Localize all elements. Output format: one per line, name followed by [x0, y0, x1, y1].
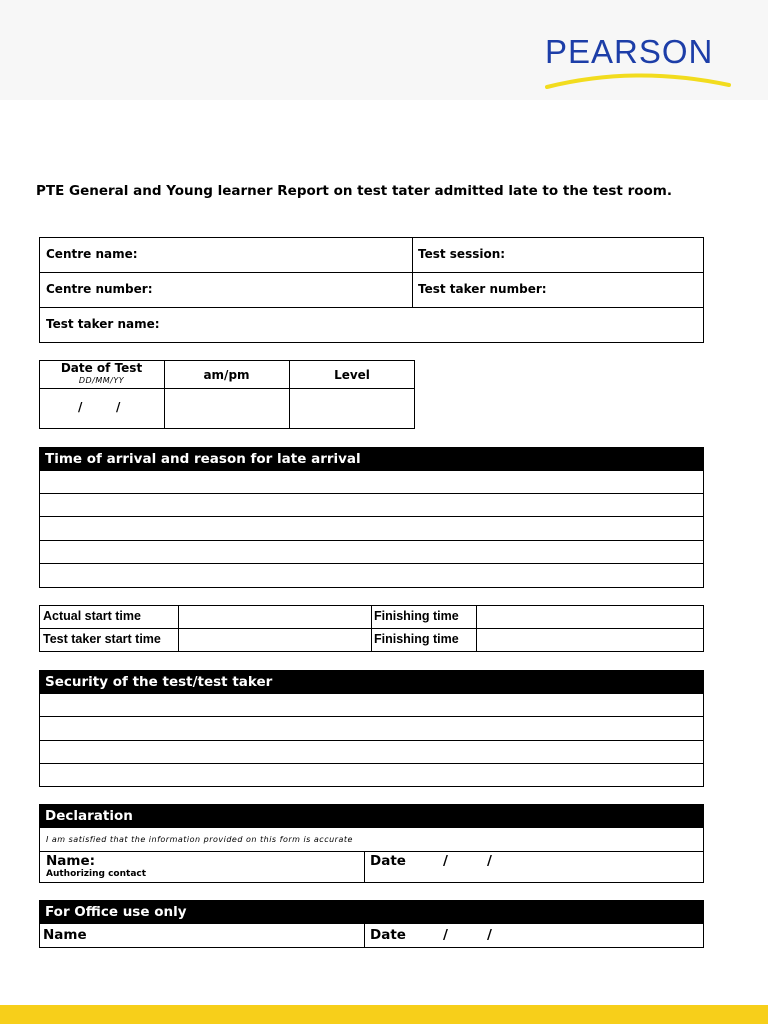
- security-line: [39, 716, 704, 717]
- arrival-line: [39, 493, 704, 494]
- actual-start-time-input[interactable]: [179, 606, 371, 628]
- ampm-header: am/pm: [203, 368, 250, 382]
- actual-start-time-label: Actual start time: [43, 609, 141, 623]
- centre-number-field[interactable]: Centre number:: [46, 282, 153, 296]
- security-line: [39, 763, 704, 764]
- security-section-header: Security of the test/test taker: [39, 670, 704, 694]
- office-date-label[interactable]: Date: [370, 927, 406, 943]
- test-taker-number-field[interactable]: Test taker number:: [418, 282, 547, 296]
- declaration-date-label[interactable]: Date: [370, 853, 406, 869]
- declaration-header: Declaration: [39, 804, 704, 828]
- date-of-test-header: Date of Test: [60, 361, 143, 375]
- footer-band: [0, 1005, 768, 1024]
- divider: [412, 237, 413, 307]
- arrival-line: [39, 516, 704, 517]
- office-name-label[interactable]: Name: [43, 927, 87, 943]
- logo-text: PEARSON: [545, 33, 714, 70]
- date-slash: /: [443, 927, 448, 943]
- arrival-line: [39, 563, 704, 564]
- divider: [364, 923, 365, 948]
- test-taker-start-time-label: Test taker start time: [43, 632, 161, 646]
- arrival-line: [39, 540, 704, 541]
- security-line: [39, 740, 704, 741]
- pearson-logo: [545, 33, 735, 93]
- finishing-time-input[interactable]: [477, 606, 703, 628]
- test-session-field[interactable]: Test session:: [418, 247, 506, 261]
- date-format-hint: DD/MM/YY: [78, 376, 125, 385]
- finishing-time-input[interactable]: [477, 629, 703, 651]
- authorizing-contact-label: Authorizing contact: [46, 869, 147, 879]
- declaration-statement: I am satisfied that the information provided on this form is accurate: [46, 835, 353, 844]
- divider: [39, 307, 704, 308]
- declaration-name-label[interactable]: Name:: [46, 853, 96, 869]
- form-title: PTE General and Young learner Report on test tater admitted late to the test room.: [36, 183, 672, 199]
- level-header: Level: [334, 368, 370, 382]
- test-taker-start-time-input[interactable]: [179, 629, 371, 651]
- date-slash: /: [443, 853, 448, 869]
- ampm-input[interactable]: [165, 389, 289, 428]
- centre-name-field[interactable]: Centre name:: [46, 247, 138, 261]
- finishing-time-label: Finishing time: [374, 609, 459, 623]
- divider: [364, 851, 365, 883]
- arrival-reason-area[interactable]: [39, 470, 704, 588]
- divider: [39, 272, 704, 273]
- date-slash: /: [78, 400, 83, 414]
- logo-swoosh-icon: [545, 67, 735, 91]
- date-slash: /: [487, 927, 492, 943]
- date-input[interactable]: [40, 389, 164, 428]
- arrival-section-header: Time of arrival and reason for late arrival: [39, 447, 704, 471]
- office-use-header: For Office use only: [39, 900, 704, 924]
- date-slash: /: [116, 400, 121, 414]
- divider: [371, 605, 372, 652]
- finishing-time-label: Finishing time: [374, 632, 459, 646]
- test-taker-name-field[interactable]: Test taker name:: [46, 317, 160, 331]
- divider: [39, 851, 704, 852]
- level-input[interactable]: [290, 389, 414, 428]
- date-slash: /: [487, 853, 492, 869]
